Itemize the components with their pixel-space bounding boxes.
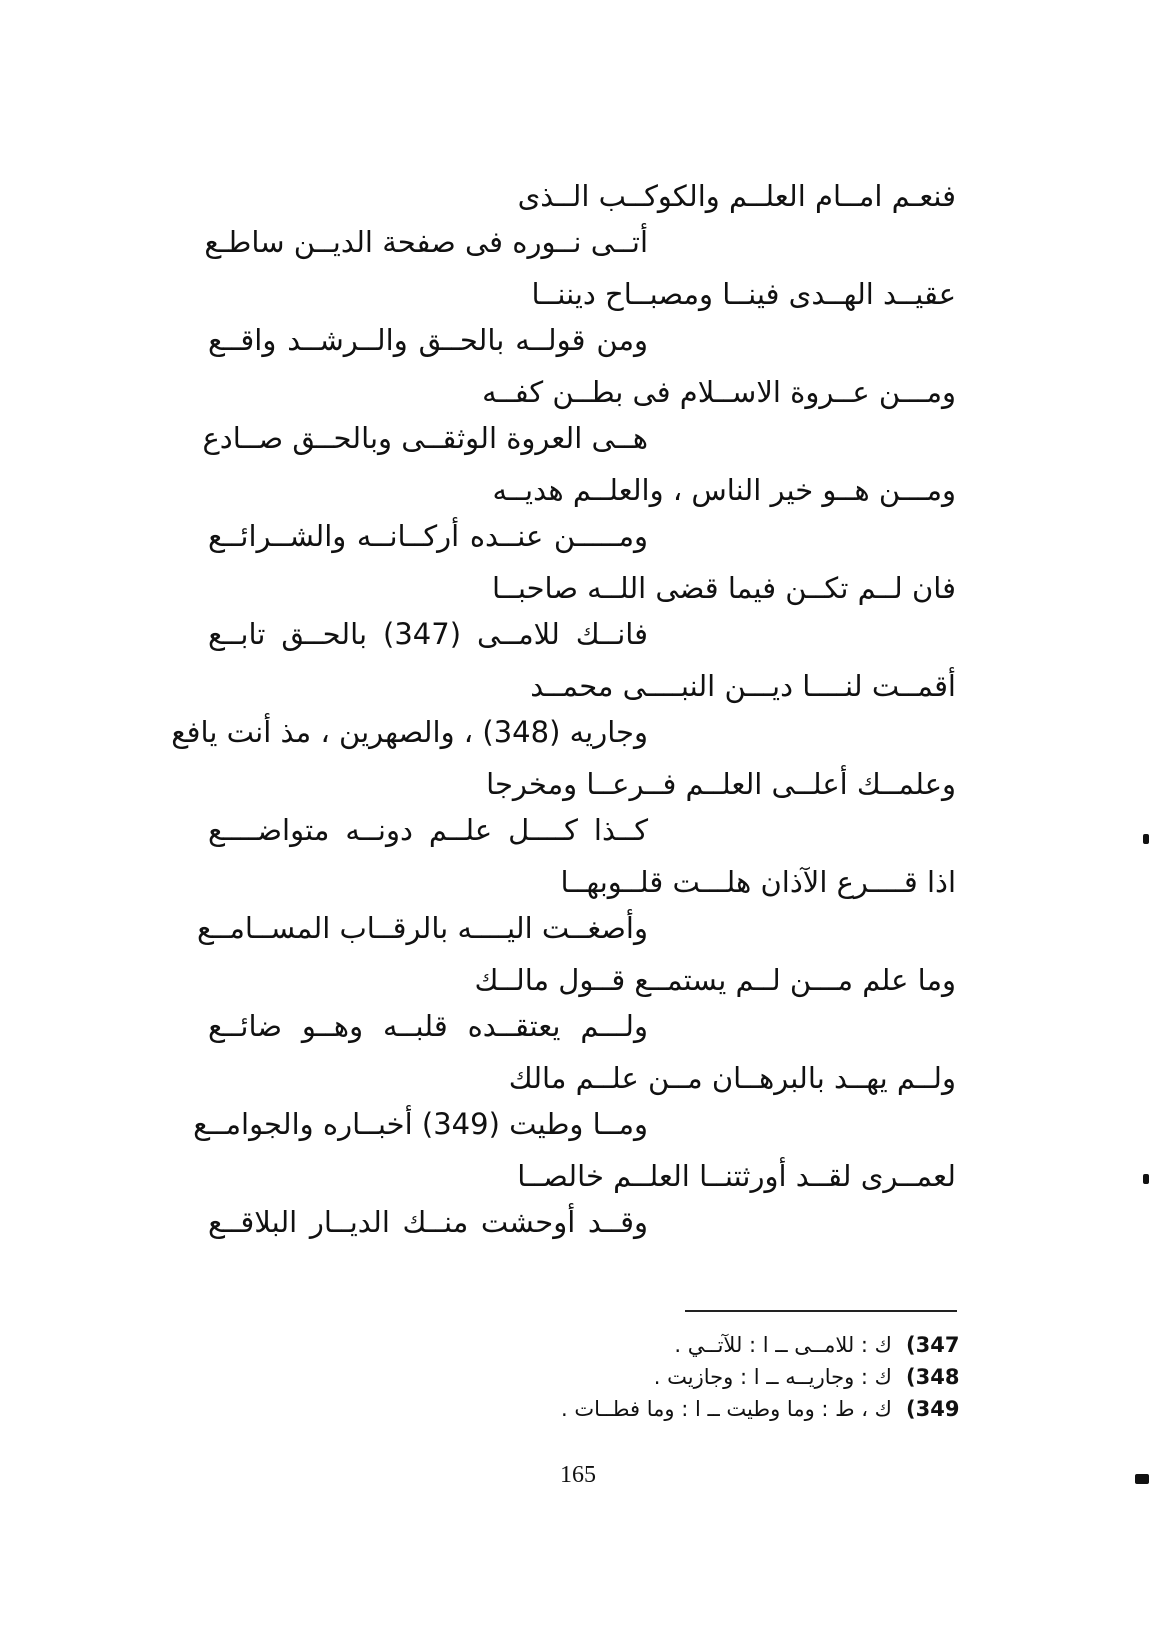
verse-10-first-hemistich: ولــم يهــد بالبرهــان مــن علــم مالك — [508, 1061, 956, 1095]
verse-11-first-hemistich: لعمــرى لقــد أورثتنــا العلــم خالصــا — [517, 1159, 956, 1193]
verse-8-first-hemistich: اذا قــــرع الآذان هلـــت قلــوبهــا — [560, 865, 956, 899]
footnote-number: (347 — [906, 1333, 960, 1357]
footnote-348 — [653, 1362, 960, 1392]
verse-7-second-hemistich: كــذا كــــل علــم دونــه متواضــــع — [208, 813, 648, 847]
verse-8-second-hemistich: وأصغــت اليــــه بالرقــاب المســامــع — [196, 911, 648, 945]
verse-10-second-hemistich: ومــا وطيت (349) أخبــاره والجوامــع — [193, 1107, 648, 1141]
scan-mark — [1143, 834, 1149, 844]
verse-2-second-hemistich: ومن قولــه بالحــق والــرشــد واقــع — [208, 323, 648, 357]
verse-6-second-hemistich: وجاريه (348) ، والصهرين ، مذ أنت يافع — [171, 715, 648, 749]
verse-7-first-hemistich: وعلمــك أعلــى العلــم فــرعــا ومخرجا — [486, 767, 956, 801]
footnote-number: (348 — [906, 1365, 960, 1389]
footnote-divider — [685, 1310, 957, 1312]
verse-2-first-hemistich: عقيــد الهــدى فينــا ومصبــاح ديننــا — [531, 277, 956, 311]
verse-9-second-hemistich: ولـــم يعتقــده قلبــه وهــو ضائــع — [208, 1009, 648, 1043]
verse-4-second-hemistich: ومـــــن عنــده أركــانــه والشــرائــع — [208, 519, 648, 553]
verse-11-second-hemistich: وقــد أوحشت منــك الديــار البلاقــع — [208, 1205, 648, 1239]
footnote-text: ك ، ط : وما وطيت ــ ا : وما فطــات . — [560, 1397, 892, 1421]
footnote-349 — [560, 1394, 960, 1424]
verse-1-first-hemistich: فنعـم امــام العلــم والكوكــب الــذى — [517, 179, 956, 213]
verse-4-first-hemistich: ومـــن هــو خير الناس ، والعلــم هديــه — [492, 473, 956, 507]
page-number: 165 — [560, 1462, 596, 1488]
verse-5-second-hemistich: فانــك للامــى (347) بالحــق تابــع — [208, 617, 649, 651]
footnote-text: ك : للامــى ــ ا : للآتــي . — [674, 1333, 892, 1357]
verse-6-first-hemistich: أقمــت لنــــا ديـــن النبــــى محمــد — [530, 669, 956, 703]
footnote-text: ك : وجاريــه ــ ا : وجازيت . — [653, 1365, 892, 1389]
verse-9-first-hemistich: وما علم مـــن لــم يستمــع قــول مالــك — [474, 963, 956, 997]
footnote-347 — [674, 1330, 960, 1360]
verse-3-first-hemistich: ومـــن عــروة الاســلام فى بطــن كفــه — [482, 375, 956, 409]
verse-1-second-hemistich: أتــى نــوره فى صفحة الديــن ساطـع — [204, 225, 648, 259]
scan-mark — [1143, 1174, 1149, 1184]
verse-3-second-hemistich: هــى العروة الوثقــى وبالحــق صــادع — [202, 421, 648, 455]
verse-5-first-hemistich: فان لــم تكــن فيما قضى اللــه صاحبــا — [492, 571, 956, 605]
scan-mark — [1135, 1474, 1149, 1484]
footnote-number: (349 — [906, 1397, 960, 1421]
